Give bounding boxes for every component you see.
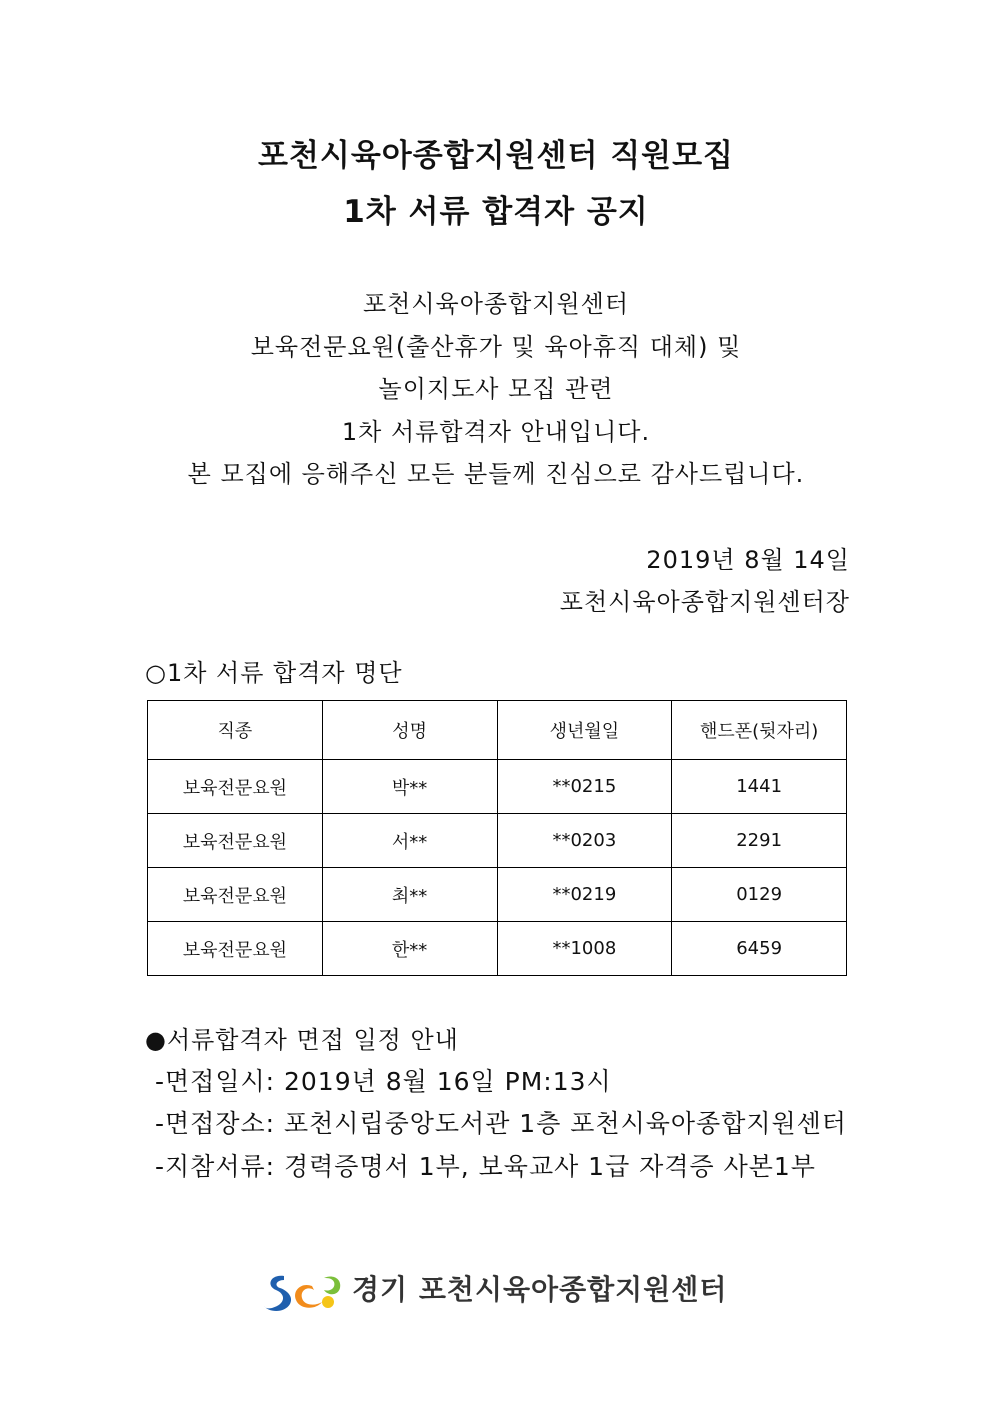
cell-phone: 6459	[672, 922, 847, 976]
roster-heading: ○1차 서류 합격자 명단	[145, 659, 403, 687]
table-row	[148, 922, 847, 976]
column-header-name: 성명	[322, 701, 497, 760]
column-header-phone: 핸드폰(뒷자리)	[672, 701, 847, 760]
intro-line-3: 놀이지도사 모집 관련	[378, 375, 614, 403]
footer-org-name: 경기 포천시육아종합지원센터	[352, 1273, 728, 1306]
cell-job: 보육전문요원	[148, 922, 323, 976]
interview-location: -면접장소: 포천시립중앙도서관 1층 포천시육아종합지원센터	[155, 1109, 847, 1138]
cell-phone: 1441	[672, 760, 847, 814]
cell-name: 서**	[322, 814, 497, 868]
roster-table	[147, 700, 847, 976]
cell-phone: 2291	[672, 814, 847, 868]
notice-title-line2: 1차 서류 합격자 공지	[343, 194, 649, 230]
cell-job: 보육전문요원	[148, 868, 323, 922]
cell-job: 보육전문요원	[148, 760, 323, 814]
interview-datetime: -면접일시: 2019년 8월 16일 PM:13시	[155, 1067, 612, 1096]
interview-documents: -지참서류: 경력증명서 1부, 보육교사 1급 자격증 사본1부	[155, 1152, 816, 1181]
column-header-birthdate: 생년월일	[497, 701, 672, 760]
cell-birthdate: **0219	[497, 868, 672, 922]
table-header-row	[148, 701, 847, 760]
intro-line-4: 1차 서류합격자 안내입니다.	[341, 418, 651, 446]
cell-name: 최**	[322, 868, 497, 922]
notice-title-line1: 포천시육아종합지원센터 직원모집	[258, 138, 734, 174]
cell-birthdate: **0215	[497, 760, 672, 814]
cell-birthdate: **1008	[497, 922, 672, 976]
intro-line-2: 보육전문요원(출산휴가 및 육아휴직 대체) 및	[250, 333, 742, 361]
table-row	[148, 868, 847, 922]
column-header-job: 직종	[148, 701, 323, 760]
table-row	[148, 760, 847, 814]
center-logo-icon	[262, 1268, 348, 1316]
cell-birthdate: **0203	[497, 814, 672, 868]
cell-job: 보육전문요원	[148, 814, 323, 868]
cell-name: 박**	[322, 760, 497, 814]
table-row	[148, 814, 847, 868]
cell-phone: 0129	[672, 868, 847, 922]
interview-heading: ●서류합격자 면접 일정 안내	[145, 1026, 459, 1054]
intro-line-1: 포천시육아종합지원센터	[362, 290, 630, 318]
cell-name: 한**	[322, 922, 497, 976]
notice-issuer: 포천시육아종합지원센터장	[559, 588, 850, 616]
intro-line-5: 본 모집에 응해주신 모든 분들께 진심으로 감사드립니다.	[187, 460, 805, 488]
notice-date: 2019년 8월 14일	[646, 546, 850, 574]
